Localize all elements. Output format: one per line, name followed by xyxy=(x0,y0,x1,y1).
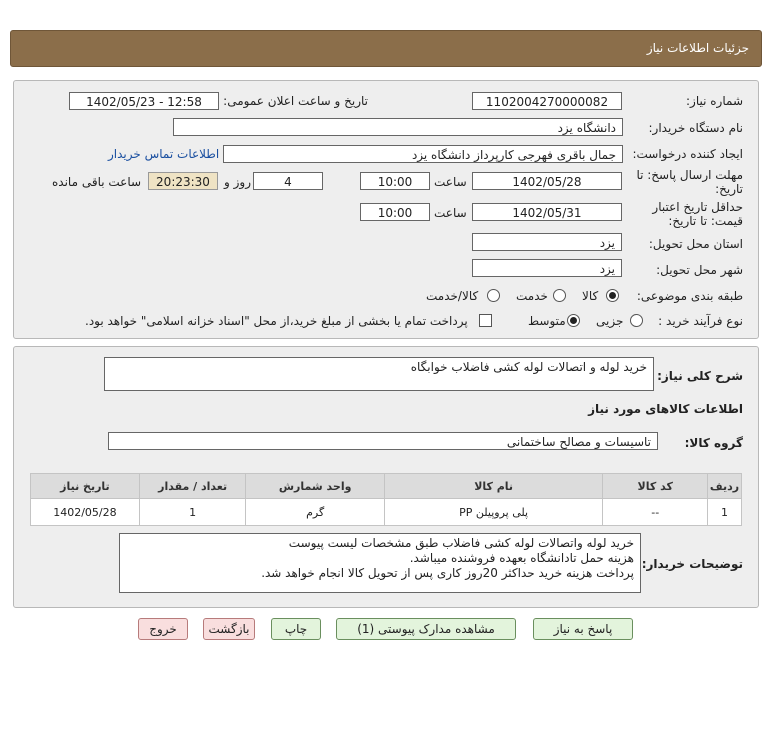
col-row-number: ردیف xyxy=(707,474,741,499)
category-option-service: خدمت xyxy=(516,289,548,303)
exit-button[interactable]: خروج xyxy=(138,618,188,640)
col-need-date: تاریخ نیاز xyxy=(31,474,140,499)
reply-time-label: ساعت xyxy=(434,175,467,189)
reply-days-field: 4 xyxy=(253,172,323,190)
goods-info-title: اطلاعات کالاهای مورد نیاز xyxy=(588,402,743,416)
buyer-notes-label: توضیحات خریدار: xyxy=(641,557,743,571)
category-radio-service[interactable] xyxy=(553,289,566,302)
requester-label: ایجاد کننده درخواست: xyxy=(632,147,743,161)
page-title: جزئیات اطلاعات نیاز xyxy=(646,41,749,55)
price-validity-time: 10:00 xyxy=(360,203,430,221)
reply-deadline-time: 10:00 xyxy=(360,172,430,190)
price-validity-label: حداقل تاریخ اعتبار xyxy=(652,200,743,214)
price-validity-date: 1402/05/31 xyxy=(472,203,622,221)
col-goods-name: نام کالا xyxy=(384,474,603,499)
back-button[interactable]: بازگشت xyxy=(203,618,255,640)
delivery-province-label: استان محل تحویل: xyxy=(648,237,743,251)
reply-deadline-label: مهلت ارسال پاسخ: تا xyxy=(636,168,743,182)
cell-goods-code: -- xyxy=(603,499,708,526)
announce-datetime-field: 1402/05/23 - 12:58 xyxy=(69,92,219,110)
process-option-medium: متوسط xyxy=(528,314,566,328)
reply-deadline-label-2: تاریخ: xyxy=(715,182,743,196)
col-unit: واحد شمارش xyxy=(246,474,384,499)
category-radio-goods-service[interactable] xyxy=(487,289,500,302)
page-header xyxy=(10,30,762,67)
treasury-payment-note: پرداخت تمام یا بخشی از مبلغ خرید،از محل "اسناد خزانه اسلامی" خواهد بود. xyxy=(85,314,468,328)
buyer-org-field: دانشگاه یزد xyxy=(173,118,623,136)
process-radio-medium[interactable] xyxy=(567,314,580,327)
reply-deadline-date: 1402/05/28 xyxy=(472,172,622,190)
goods-group-label: گروه کالا: xyxy=(684,436,743,450)
requester-field: جمال باقری فهرجی کارپرداز دانشگاه یزد xyxy=(223,145,623,163)
need-number-label: شماره نیاز: xyxy=(686,94,743,108)
price-time-label: ساعت xyxy=(434,206,467,220)
category-label: طبقه بندی موضوعی: xyxy=(636,289,743,303)
announce-datetime-label: تاریخ و ساعت اعلان عمومی: xyxy=(223,94,368,108)
delivery-city-label: شهر محل تحویل: xyxy=(656,263,743,277)
treasury-payment-checkbox[interactable] xyxy=(479,314,492,327)
col-goods-code: کد کالا xyxy=(603,474,708,499)
buyer-notes-line: خرید لوله واتصالات لوله کشی فاضلاب طبق مشخصات لیست پیوست xyxy=(288,536,634,550)
remaining-label: ساعت باقی مانده xyxy=(52,175,142,189)
price-validity-label-2: قیمت: تا تاریخ: xyxy=(668,214,743,228)
days-label: روز و xyxy=(224,175,251,189)
process-radio-minor[interactable] xyxy=(630,314,643,327)
table-row[interactable] xyxy=(31,499,742,526)
cell-need-date: 1402/05/28 xyxy=(31,499,140,526)
delivery-province-field: یزد xyxy=(472,233,622,251)
buyer-notes-line: پرداخت هزینه خرید حداکثر 20روز کاری پس از تحویل کالا انجام خواهد شد. xyxy=(261,566,634,580)
delivery-city-field: یزد xyxy=(472,259,622,277)
summary-label: شرح کلی نیاز: xyxy=(657,369,743,383)
print-button[interactable]: چاپ xyxy=(271,618,321,640)
goods-group-field: تاسیسات و مصالح ساختمانی xyxy=(108,432,658,450)
remaining-time-countdown: 20:23:30 xyxy=(148,172,218,190)
col-quantity: تعداد / مقدار xyxy=(139,474,246,499)
summary-field: خرید لوله و اتصالات لوله کشی فاضلاب خوابگاه xyxy=(104,357,654,391)
process-option-minor: جزیی xyxy=(596,314,624,328)
buyer-org-label: نام دستگاه خریدار: xyxy=(648,121,743,135)
reply-button[interactable]: پاسخ به نیاز xyxy=(533,618,633,640)
category-option-goods-service: کالا/خدمت xyxy=(426,289,479,303)
buyer-contact-link[interactable]: اطلاعات تماس خریدار xyxy=(108,147,220,161)
need-number-field: 1102004270000082 xyxy=(472,92,622,110)
view-attachments-button[interactable]: مشاهده مدارک پیوستی (1) xyxy=(336,618,516,640)
category-radio-goods[interactable] xyxy=(606,289,619,302)
cell-quantity: 1 xyxy=(139,499,246,526)
cell-goods-name: پلی پروپیلن PP xyxy=(384,499,603,526)
cell-row-number: 1 xyxy=(707,499,741,526)
table-header-row xyxy=(31,474,742,499)
purchase-process-label: نوع فرآیند خرید : xyxy=(658,314,743,328)
buyer-notes-line: هزینه حمل تادانشگاه بعهده فروشنده میباشد. xyxy=(409,551,634,565)
buyer-notes-field xyxy=(119,533,641,593)
category-option-goods: کالا xyxy=(582,289,599,303)
goods-table xyxy=(30,473,742,526)
cell-unit: گرم xyxy=(246,499,384,526)
